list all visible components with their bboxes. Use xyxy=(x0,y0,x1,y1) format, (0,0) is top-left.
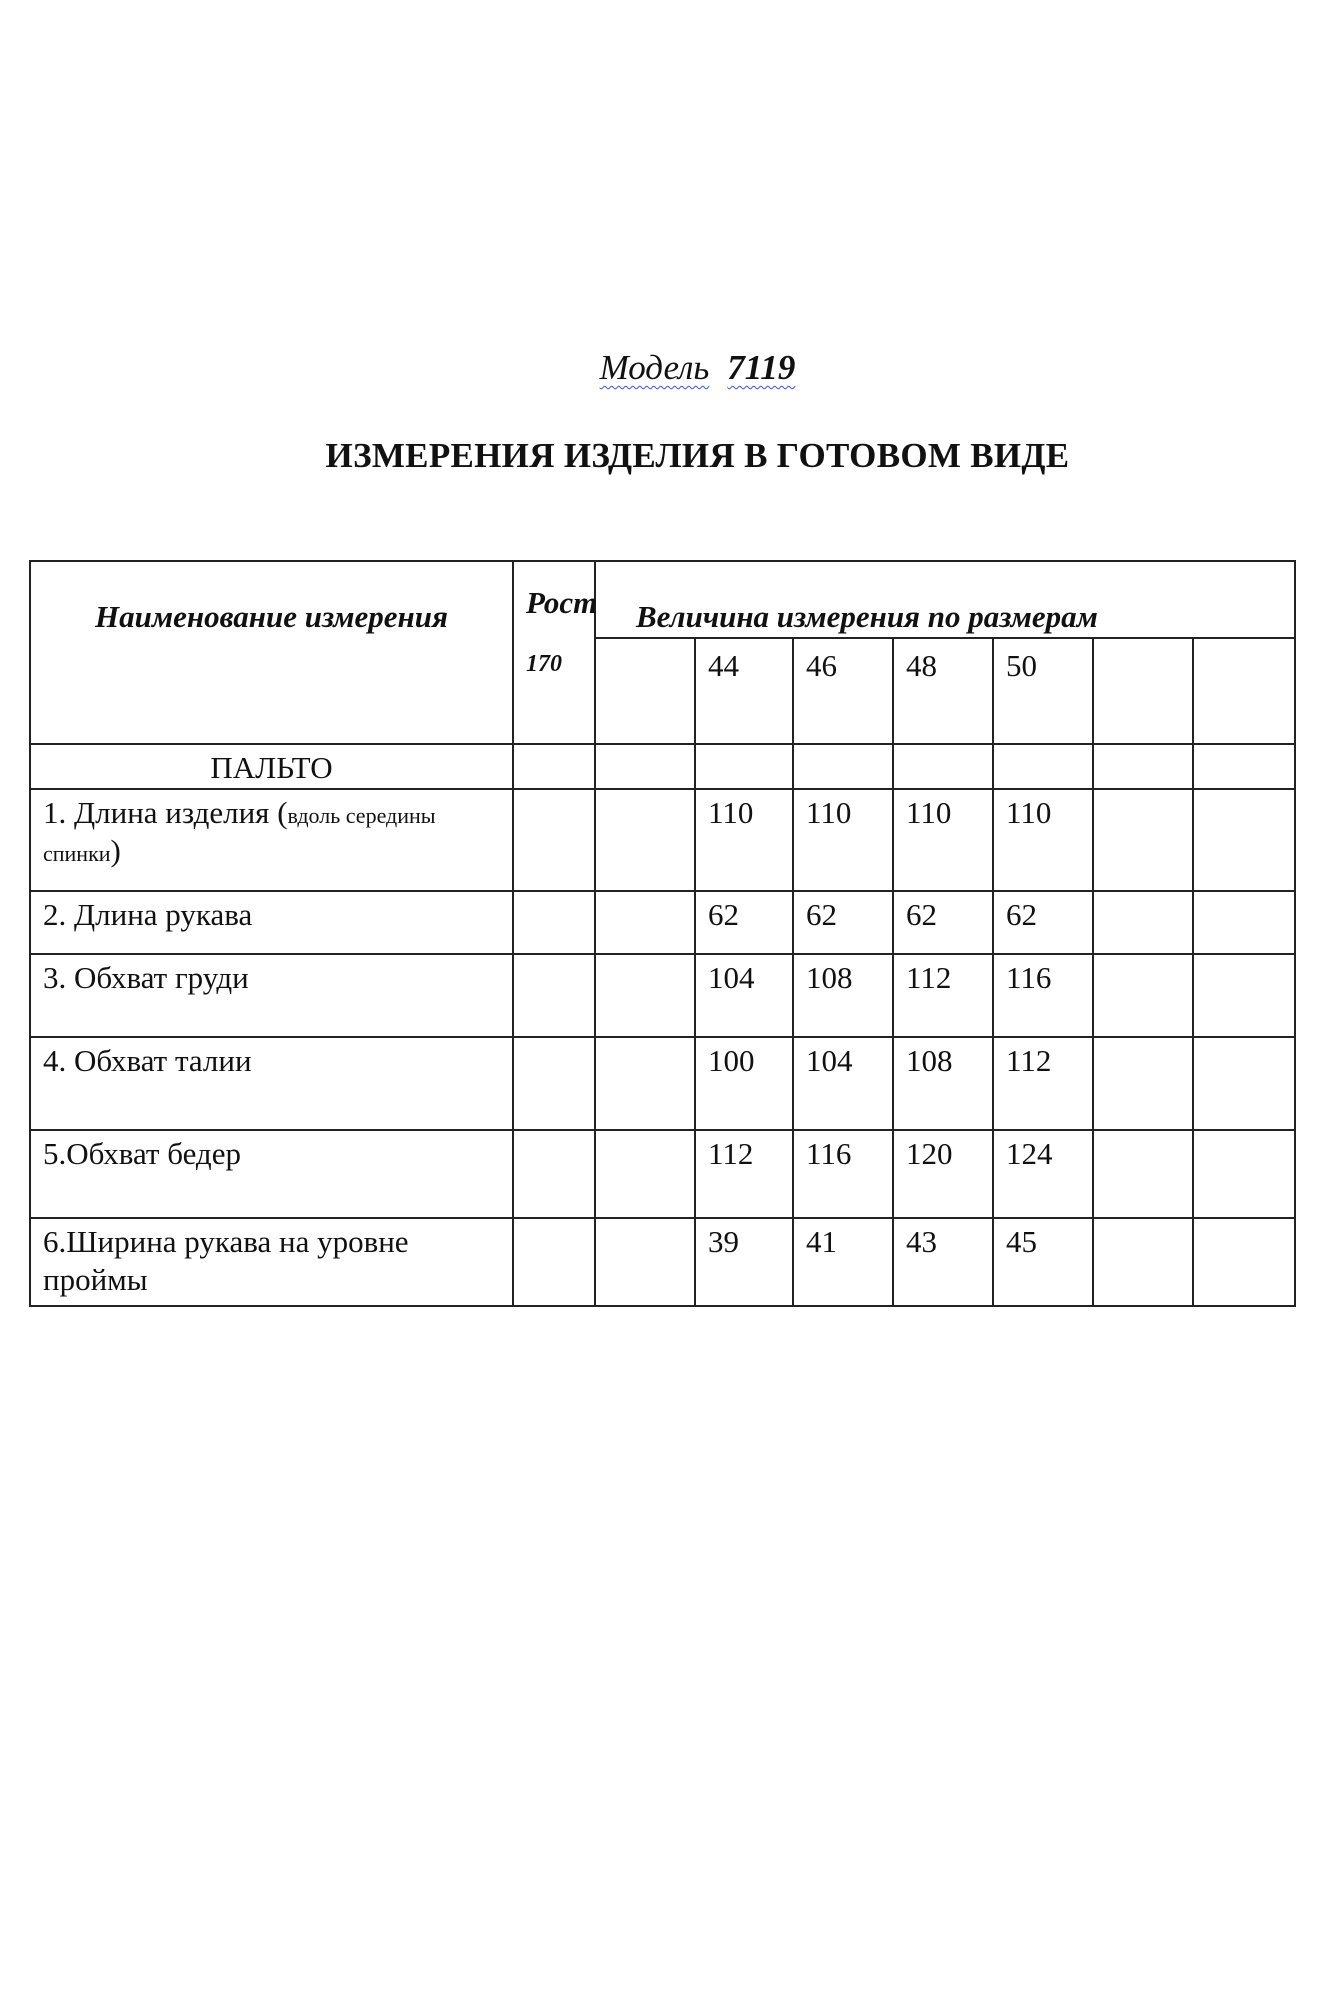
page-title: ИЗМЕРЕНИЯ ИЗДЕЛИЯ В ГОТОВОМ ВИДЕ xyxy=(325,436,1070,475)
value-cell: 112 xyxy=(695,1130,793,1218)
empty-cell xyxy=(793,744,893,789)
empty-cell xyxy=(513,1130,595,1218)
value-cell: 41 xyxy=(793,1218,893,1306)
empty-cell xyxy=(595,1130,695,1218)
measurement-name: 5.Обхват бедер xyxy=(30,1130,513,1218)
value-cell: 110 xyxy=(893,789,993,891)
model-number: 7119 xyxy=(727,348,796,387)
empty-cell xyxy=(1193,789,1295,891)
value-cell: 100 xyxy=(695,1037,793,1130)
value-cell: 110 xyxy=(695,789,793,891)
table-row xyxy=(30,1037,1295,1130)
table-row xyxy=(30,1218,1295,1306)
measurement-name-text: 1. Длина изделия xyxy=(43,794,270,830)
empty-cell xyxy=(513,1037,595,1130)
height-value: 170 xyxy=(526,650,562,677)
value-cell: 110 xyxy=(993,789,1093,891)
table-header-row xyxy=(30,561,1295,638)
value-cell: 108 xyxy=(793,954,893,1037)
empty-cell xyxy=(513,789,595,891)
table-row xyxy=(30,891,1295,954)
measurement-name: 3. Обхват груди xyxy=(30,954,513,1037)
empty-cell xyxy=(513,1218,595,1306)
measurement-name xyxy=(30,789,513,891)
table-row xyxy=(30,1130,1295,1218)
model-label: Модель xyxy=(599,348,710,387)
sizes-header: Величина измерения по размерам xyxy=(595,561,1295,638)
empty-cell xyxy=(595,744,695,789)
empty-cell xyxy=(1093,789,1193,891)
height-header xyxy=(513,561,598,744)
value-cell: 39 xyxy=(695,1218,793,1306)
empty-cell xyxy=(1093,954,1193,1037)
value-cell: 120 xyxy=(893,1130,993,1218)
measurement-name-header: Наименование измерения xyxy=(30,561,513,744)
value-cell: 62 xyxy=(793,891,893,954)
empty-cell xyxy=(1193,891,1295,954)
table-row xyxy=(30,954,1295,1037)
empty-cell xyxy=(595,789,695,891)
empty-cell xyxy=(893,744,993,789)
measurement-note: вдоль середины спинки xyxy=(43,802,436,867)
value-cell: 110 xyxy=(793,789,893,891)
value-cell: 43 xyxy=(893,1218,993,1306)
empty-cell xyxy=(1093,1130,1193,1218)
note-open: ( xyxy=(269,794,288,830)
size-cell: 44 xyxy=(695,638,793,744)
empty-cell xyxy=(595,1218,695,1306)
empty-cell xyxy=(1193,1037,1295,1130)
empty-cell xyxy=(513,891,595,954)
value-cell: 104 xyxy=(695,954,793,1037)
empty-cell xyxy=(595,1037,695,1130)
empty-cell xyxy=(1093,1037,1193,1130)
size-cell-empty xyxy=(595,638,695,744)
value-cell: 124 xyxy=(993,1130,1093,1218)
measurement-name: 4. Обхват талии xyxy=(30,1037,513,1130)
value-cell: 62 xyxy=(893,891,993,954)
value-cell: 62 xyxy=(993,891,1093,954)
empty-cell xyxy=(1093,1218,1193,1306)
size-cell: 50 xyxy=(993,638,1093,744)
value-cell: 112 xyxy=(993,1037,1093,1130)
model-heading xyxy=(0,348,1333,388)
empty-cell xyxy=(695,744,793,789)
empty-cell xyxy=(1193,1130,1295,1218)
value-cell: 45 xyxy=(993,1218,1093,1306)
empty-cell xyxy=(1093,744,1193,789)
height-label: Рост xyxy=(526,585,598,620)
value-cell: 62 xyxy=(695,891,793,954)
note-close: ) xyxy=(110,833,121,869)
section-row xyxy=(30,744,1295,789)
size-cell: 48 xyxy=(893,638,993,744)
size-cell xyxy=(1193,638,1295,744)
value-cell: 112 xyxy=(893,954,993,1037)
table-row xyxy=(30,789,1295,891)
empty-cell xyxy=(1193,744,1295,789)
empty-cell xyxy=(595,954,695,1037)
empty-cell xyxy=(513,954,595,1037)
value-cell: 108 xyxy=(893,1037,993,1130)
empty-cell xyxy=(993,744,1093,789)
measurement-name: 6.Ширина рукава на уровне проймы xyxy=(30,1218,513,1306)
value-cell: 116 xyxy=(793,1130,893,1218)
measurements-table xyxy=(29,560,1296,1307)
size-cell xyxy=(1093,638,1193,744)
size-cell: 46 xyxy=(793,638,893,744)
section-label: ПАЛЬТО xyxy=(30,744,513,789)
value-cell: 104 xyxy=(793,1037,893,1130)
measurement-name: 2. Длина рукава xyxy=(30,891,513,954)
empty-cell xyxy=(1193,954,1295,1037)
empty-cell xyxy=(1093,891,1193,954)
empty-cell xyxy=(1193,1218,1295,1306)
value-cell: 116 xyxy=(993,954,1093,1037)
empty-cell xyxy=(595,891,695,954)
empty-cell xyxy=(513,744,595,789)
